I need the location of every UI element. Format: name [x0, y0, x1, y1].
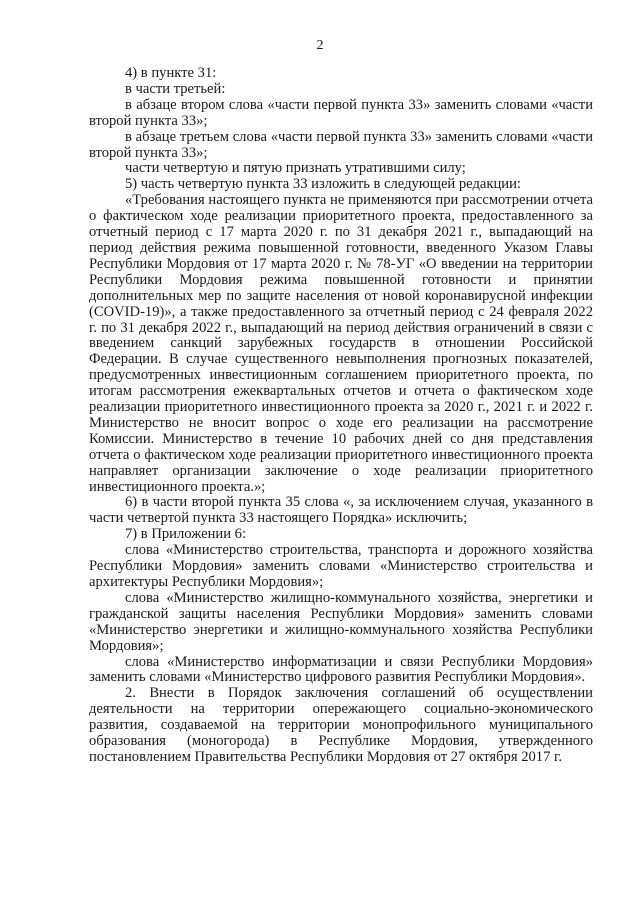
- paragraph: части четвертую и пятую признать утратившими силу;: [125, 160, 466, 177]
- paragraph: слова «Министерство информатизации и связи Республики Мордовия» заменить словами «Министерство цифрового развития Республики Мордовия».: [89, 653, 593, 686]
- paragraph: 2. Внести в Порядок заключения соглашений об осуществлении деятельности на территории опережающего социально-экономического развития, создаваемой на территории монопрофильного муниципального образования (моногорода) в Республике Мордовия, утвержденного постановлением Правительства Республики Мордовия от 27 октября 2017 г.: [89, 685, 593, 765]
- document-body: [89, 66, 593, 766]
- paragraph: 7) в Приложении 6:: [125, 526, 247, 543]
- paragraph: слова «Министерство строительства, транспорта и дорожного хозяйства Республики Мордовия» заменить словами «Министерство строительства и архитектуры Республики Мордовия»;: [89, 542, 593, 590]
- paragraph: 6) в части второй пункта 35 слова «, за исключением случая, указанного в части четвертой пункта 33 настоящего Порядка» исключить;: [89, 494, 593, 527]
- paragraph: «Требования настоящего пункта не применяются при рассмотрении отчета о фактическом ходе реализации приоритетного проекта, предоставленного за отчетный период с 17 марта 2020 г. по 31 декабря 2021 г., выпадающий на период действия режима повышенной готовности, введенного Указом Главы Республики Мордовия от 17 марта 2020 г. № 78-УГ «О введении на территории Республики Мордовия режима повышенной готовности и принятии дополнительных мер по защите населения от новой коронавирусной инфекции (COVID-19)», а также предоставленного за отчетный период с 24 февраля 2022 г. по 31 декабря 2022 г., выпадающий на период действия ограничений в связи с введением санкций зарубежных государств в отношении Российской Федерации. В случае существенного невыполнения прогнозных показателей, предусмотренных инвестиционным соглашением приоритетного проекта, по итогам рассмотрения ежеквартальных отчетов и отчета о фактическом ходе реализации приоритетного инвестиционного проекта за 2020 г., 2021 г. и 2022 г. Министерство не вносит вопрос о ходе его реализации на рассмотрение Комиссии. Министерство в течение 10 рабочих дней со дня представления отчета о фактическом ходе реализации приоритетного инвестиционного проекта направляет организации заключение о ходе реализации приоритетного инвестиционного проекта.»;: [89, 192, 593, 495]
- paragraph: 5) часть четвертую пункта 33 изложить в следующей редакции:: [125, 176, 521, 193]
- paragraph: слова «Министерство жилищно-коммунального хозяйства, энергетики и гражданской защиты населения Республики Мордовия» заменить словами «Министерство энергетики и жилищно-коммунального хозяйства Республики Мордовия»;: [89, 589, 593, 654]
- paragraph: в абзаце втором слова «части первой пункта 33» заменить словами «части второй пункта 33»;: [89, 96, 593, 129]
- paragraph: в абзаце третьем слова «части первой пункта 33» заменить словами «части второй пункта 33»;: [89, 128, 593, 161]
- paragraph: в части третьей:: [125, 80, 226, 97]
- page-number: 2: [316, 38, 324, 53]
- paragraph: 4) в пункте 31:: [125, 65, 217, 81]
